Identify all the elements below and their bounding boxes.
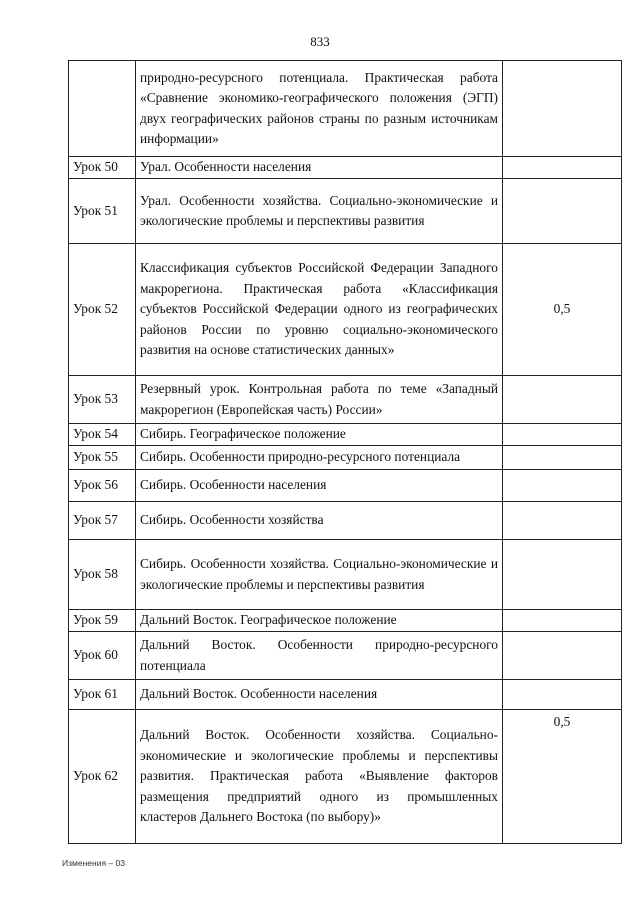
lesson-hours [503,632,622,680]
lesson-hours [503,61,622,157]
lesson-hours [503,540,622,610]
lesson-topic: Урал. Особенности населения [136,157,503,179]
table-row [69,157,622,179]
lesson-topic: Сибирь. Особенности природно-ресурсного потенциала [136,446,503,470]
table-row [69,632,622,680]
lesson-number: Урок 54 [69,424,136,446]
lesson-topic: Дальний Восток. Особенности хозяйства. Социально-экономические и экологические проблемы и перспективы развития. Практическая работа «Выявление факторов размещения предприятий одного из промышленных кластеров Дальнего Востока (по выбору)» [136,710,503,844]
lesson-hours [503,424,622,446]
lesson-number: Урок 55 [69,446,136,470]
lesson-topic: Дальний Восток. Особенности населения [136,680,503,710]
lesson-hours [503,680,622,710]
lesson-number: Урок 59 [69,610,136,632]
table-row [69,502,622,540]
lesson-hours [503,179,622,244]
table-row [69,376,622,424]
lesson-topic: Урал. Особенности хозяйства. Социально-экономические и экологические проблемы и перспективы развития [136,179,503,244]
table-row [69,540,622,610]
lesson-hours [503,376,622,424]
page-number: 833 [310,34,330,49]
lesson-number: Урок 62 [69,710,136,844]
lesson-hours [503,610,622,632]
lesson-number: Урок 60 [69,632,136,680]
table-row [69,61,622,157]
lesson-topic: Классификация субъектов Российской Федерации Западного макрорегиона. Практическая работа «Классификация субъектов Российской Федерации одного из географических районов России по уровню социально-экономического развития на основе статистических данных» [136,244,503,376]
lesson-number [69,61,136,157]
lesson-topic: Резервный урок. Контрольная работа по теме «Западный макрорегион (Европейская часть) России» [136,376,503,424]
lesson-topic: природно-ресурсного потенциала. Практическая работа «Сравнение экономико-географического положения (ЭГП) двух географических районов страны по разным источникам информации» [136,61,503,157]
lesson-hours: 0,5 [503,710,622,844]
lesson-number: Урок 56 [69,470,136,502]
lesson-number: Урок 50 [69,157,136,179]
lesson-topic: Дальний Восток. Географическое положение [136,610,503,632]
lesson-topic: Сибирь. Особенности населения [136,470,503,502]
table-row [69,470,622,502]
lesson-topic: Сибирь. Географическое положение [136,424,503,446]
table-row [69,680,622,710]
lesson-number: Урок 61 [69,680,136,710]
table-row [69,610,622,632]
lesson-topic: Сибирь. Особенности хозяйства [136,502,503,540]
lesson-topic: Дальний Восток. Особенности природно-ресурсного потенциала [136,632,503,680]
lessons-table [68,60,622,844]
lesson-hours [503,502,622,540]
revision-note: Изменения – 03 [62,858,125,868]
table-row [69,446,622,470]
lesson-number: Урок 53 [69,376,136,424]
lesson-hours [503,470,622,502]
table-row [69,244,622,376]
lesson-number: Урок 57 [69,502,136,540]
lesson-number: Урок 51 [69,179,136,244]
lesson-hours [503,446,622,470]
lesson-number: Урок 52 [69,244,136,376]
table-row [69,424,622,446]
lesson-hours [503,157,622,179]
lesson-topic: Сибирь. Особенности хозяйства. Социально-экономические и экологические проблемы и перспективы развития [136,540,503,610]
table-row [69,710,622,844]
lesson-number: Урок 58 [69,540,136,610]
table-row [69,179,622,244]
lesson-hours: 0,5 [503,244,622,376]
